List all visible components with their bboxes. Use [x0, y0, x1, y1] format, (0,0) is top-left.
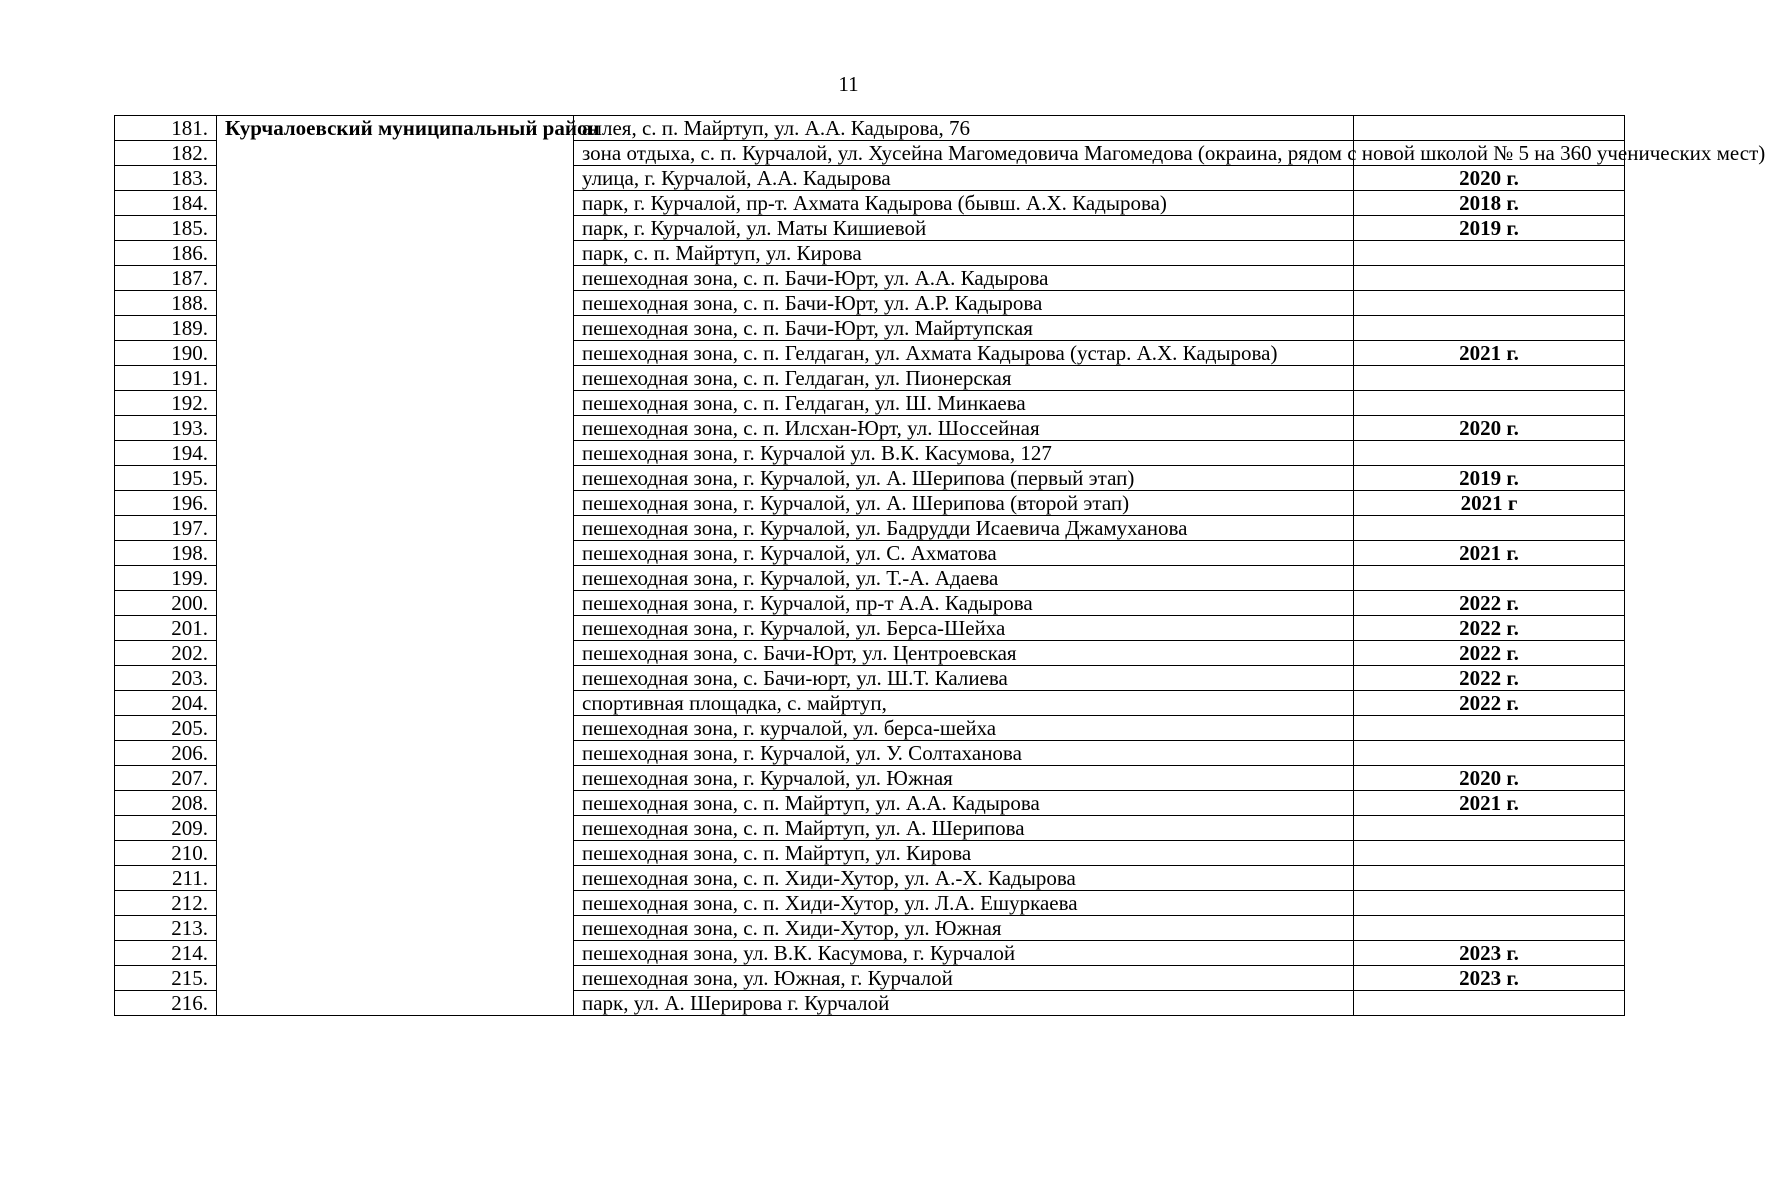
- object-description: пешеходная зона, с. Бачи-юрт, ул. Ш.Т. Калиева: [574, 666, 1354, 691]
- row-number: 202.: [115, 641, 217, 666]
- completion-year: 2019 г.: [1354, 216, 1625, 241]
- object-description: пешеходная зона, г. Курчалой, ул. Берса-Шейха: [574, 616, 1354, 641]
- row-number: 208.: [115, 791, 217, 816]
- object-description: пешеходная зона, с. п. Майртуп, ул. Кирова: [574, 841, 1354, 866]
- object-description: пешеходная зона, с. п. Гелдаган, ул. Ш. Минкаева: [574, 391, 1354, 416]
- row-number: 184.: [115, 191, 217, 216]
- completion-year: 2022 г.: [1354, 616, 1625, 641]
- row-number: 200.: [115, 591, 217, 616]
- completion-year: [1354, 366, 1625, 391]
- object-description: пешеходная зона, с. Бачи-Юрт, ул. Центроевская: [574, 641, 1354, 666]
- completion-year: 2020 г.: [1354, 416, 1625, 441]
- completion-year: [1354, 741, 1625, 766]
- object-description: пешеходная зона, ул. Южная, г. Курчалой: [574, 966, 1354, 991]
- row-number: 211.: [115, 866, 217, 891]
- row-number: 204.: [115, 691, 217, 716]
- completion-year: 2022 г.: [1354, 666, 1625, 691]
- completion-year: 2022 г.: [1354, 691, 1625, 716]
- row-number: 212.: [115, 891, 217, 916]
- row-number: 205.: [115, 716, 217, 741]
- registry-table: [114, 115, 1765, 1016]
- object-description: аллея, с. п. Майртуп, ул. А.А. Кадырова, 76: [574, 116, 1354, 141]
- object-description: пешеходная зона, с. п. Илсхан-Юрт, ул. Шоссейная: [574, 416, 1354, 441]
- page-number: 11: [838, 72, 859, 96]
- completion-year: [1354, 391, 1625, 416]
- row-number: 209.: [115, 816, 217, 841]
- completion-year: [1354, 841, 1625, 866]
- object-description: спортивная площадка, с. майртуп,: [574, 691, 1354, 716]
- row-number: 185.: [115, 216, 217, 241]
- object-description: парк, г. Курчалой, ул. Маты Кишиевой: [574, 216, 1354, 241]
- completion-year: 2022 г.: [1354, 641, 1625, 666]
- completion-year: 2021 г.: [1354, 791, 1625, 816]
- row-number: 181.: [115, 116, 217, 141]
- completion-year: [1354, 441, 1625, 466]
- object-description: пешеходная зона, г. Курчалой, ул. У. Солтаханова: [574, 741, 1354, 766]
- completion-year: 2023 г.: [1354, 941, 1625, 966]
- row-number: 196.: [115, 491, 217, 516]
- object-description: пешеходная зона, с. п. Хиди-Хутор, ул. Л.А. Ешуркаева: [574, 891, 1354, 916]
- object-description: парк, с. п. Майртуп, ул. Кирова: [574, 241, 1354, 266]
- row-number: 213.: [115, 916, 217, 941]
- object-description: пешеходная зона, г. Курчалой, ул. Южная: [574, 766, 1354, 791]
- object-description: пешеходная зона, ул. В.К. Касумова, г. Курчалой: [574, 941, 1354, 966]
- row-number: 201.: [115, 616, 217, 641]
- object-description: пешеходная зона, г. Курчалой, ул. А. Шерипова (второй этап): [574, 491, 1354, 516]
- object-description: пешеходная зона, с. п. Гелдаган, ул. Пионерская: [574, 366, 1354, 391]
- object-description: пешеходная зона, с. п. Хиди-Хутор, ул. Южная: [574, 916, 1354, 941]
- row-number: 191.: [115, 366, 217, 391]
- row-number: 195.: [115, 466, 217, 491]
- row-number: 194.: [115, 441, 217, 466]
- completion-year: [1354, 891, 1625, 916]
- object-description: пешеходная зона, с. п. Бачи-Юрт, ул. А.Р. Кадырова: [574, 291, 1354, 316]
- object-description: пешеходная зона, г. Курчалой, ул. Т.-А. Адаева: [574, 566, 1354, 591]
- object-description: пешеходная зона, с. п. Хиди-Хутор, ул. А.-Х. Кадырова: [574, 866, 1354, 891]
- district-name: Курчалоевский муниципальный район: [217, 116, 574, 1016]
- completion-year: 2021 г.: [1354, 341, 1625, 366]
- completion-year: 2020 г.: [1354, 766, 1625, 791]
- completion-year: [1354, 116, 1625, 141]
- row-number: 183.: [115, 166, 217, 191]
- completion-year: 2022 г.: [1354, 591, 1625, 616]
- row-number: 206.: [115, 741, 217, 766]
- completion-year: [1354, 716, 1625, 741]
- completion-year: 2021 г.: [1354, 541, 1625, 566]
- row-number: 182.: [115, 141, 217, 166]
- completion-year: [1354, 241, 1625, 266]
- row-number: 190.: [115, 341, 217, 366]
- completion-year: [1354, 291, 1625, 316]
- row-number: 188.: [115, 291, 217, 316]
- row-number: 192.: [115, 391, 217, 416]
- object-description: зона отдыха, с. п. Курчалой, ул. Хусейна Магомедовича Магомедова (окраина, рядом с новой школой № 5 на 360 ученических мест): [574, 141, 1354, 166]
- row-number: 215.: [115, 966, 217, 991]
- object-description: пешеходная зона, г. Курчалой ул. В.К. Касумова, 127: [574, 441, 1354, 466]
- row-number: 198.: [115, 541, 217, 566]
- completion-year: [1354, 991, 1625, 1016]
- completion-year: [1354, 266, 1625, 291]
- row-number: 210.: [115, 841, 217, 866]
- object-description: пешеходная зона, г. Курчалой, ул. А. Шерипова (первый этап): [574, 466, 1354, 491]
- completion-year: [1354, 566, 1625, 591]
- completion-year: [1354, 316, 1625, 341]
- object-description: пешеходная зона, с. п. Майртуп, ул. А. Шерипова: [574, 816, 1354, 841]
- object-description: пешеходная зона, с. п. Майртуп, ул. А.А. Кадырова: [574, 791, 1354, 816]
- row-number: 214.: [115, 941, 217, 966]
- completion-year: 2019 г.: [1354, 466, 1625, 491]
- registry-table-body: [115, 116, 1765, 1016]
- object-description: пешеходная зона, г. Курчалой, пр-т А.А. Кадырова: [574, 591, 1354, 616]
- completion-year: 2023 г.: [1354, 966, 1625, 991]
- completion-year: [1354, 516, 1625, 541]
- object-description: парк, ул. А. Шерирова г. Курчалой: [574, 991, 1354, 1016]
- row-number: 197.: [115, 516, 217, 541]
- object-description: парк, г. Курчалой, пр-т. Ахмата Кадырова (бывш. А.Х. Кадырова): [574, 191, 1354, 216]
- object-description: улица, г. Курчалой, А.А. Кадырова: [574, 166, 1354, 191]
- row-number: 203.: [115, 666, 217, 691]
- row-number: 193.: [115, 416, 217, 441]
- completion-year: [1354, 816, 1625, 841]
- completion-year: [1354, 916, 1625, 941]
- object-description: пешеходная зона, г. Курчалой, ул. С. Ахматова: [574, 541, 1354, 566]
- row-number: 187.: [115, 266, 217, 291]
- completion-year: [1354, 866, 1625, 891]
- object-description: пешеходная зона, г. курчалой, ул. берса-шейха: [574, 716, 1354, 741]
- completion-year: 2020 г.: [1354, 166, 1625, 191]
- row-number: 207.: [115, 766, 217, 791]
- row-number: 186.: [115, 241, 217, 266]
- row-number: 199.: [115, 566, 217, 591]
- table-row: [115, 116, 1625, 141]
- completion-year: 2018 г.: [1354, 191, 1625, 216]
- object-description: пешеходная зона, г. Курчалой, ул. Бадрудди Исаевича Джамуханова: [574, 516, 1354, 541]
- row-number: 216.: [115, 991, 217, 1016]
- object-description: пешеходная зона, с. п. Гелдаган, ул. Ахмата Кадырова (устар. А.Х. Кадырова): [574, 341, 1354, 366]
- row-number: 189.: [115, 316, 217, 341]
- completion-year: 2021 г: [1354, 491, 1625, 516]
- object-description: пешеходная зона, с. п. Бачи-Юрт, ул. Майртупская: [574, 316, 1354, 341]
- object-description: пешеходная зона, с. п. Бачи-Юрт, ул. А.А. Кадырова: [574, 266, 1354, 291]
